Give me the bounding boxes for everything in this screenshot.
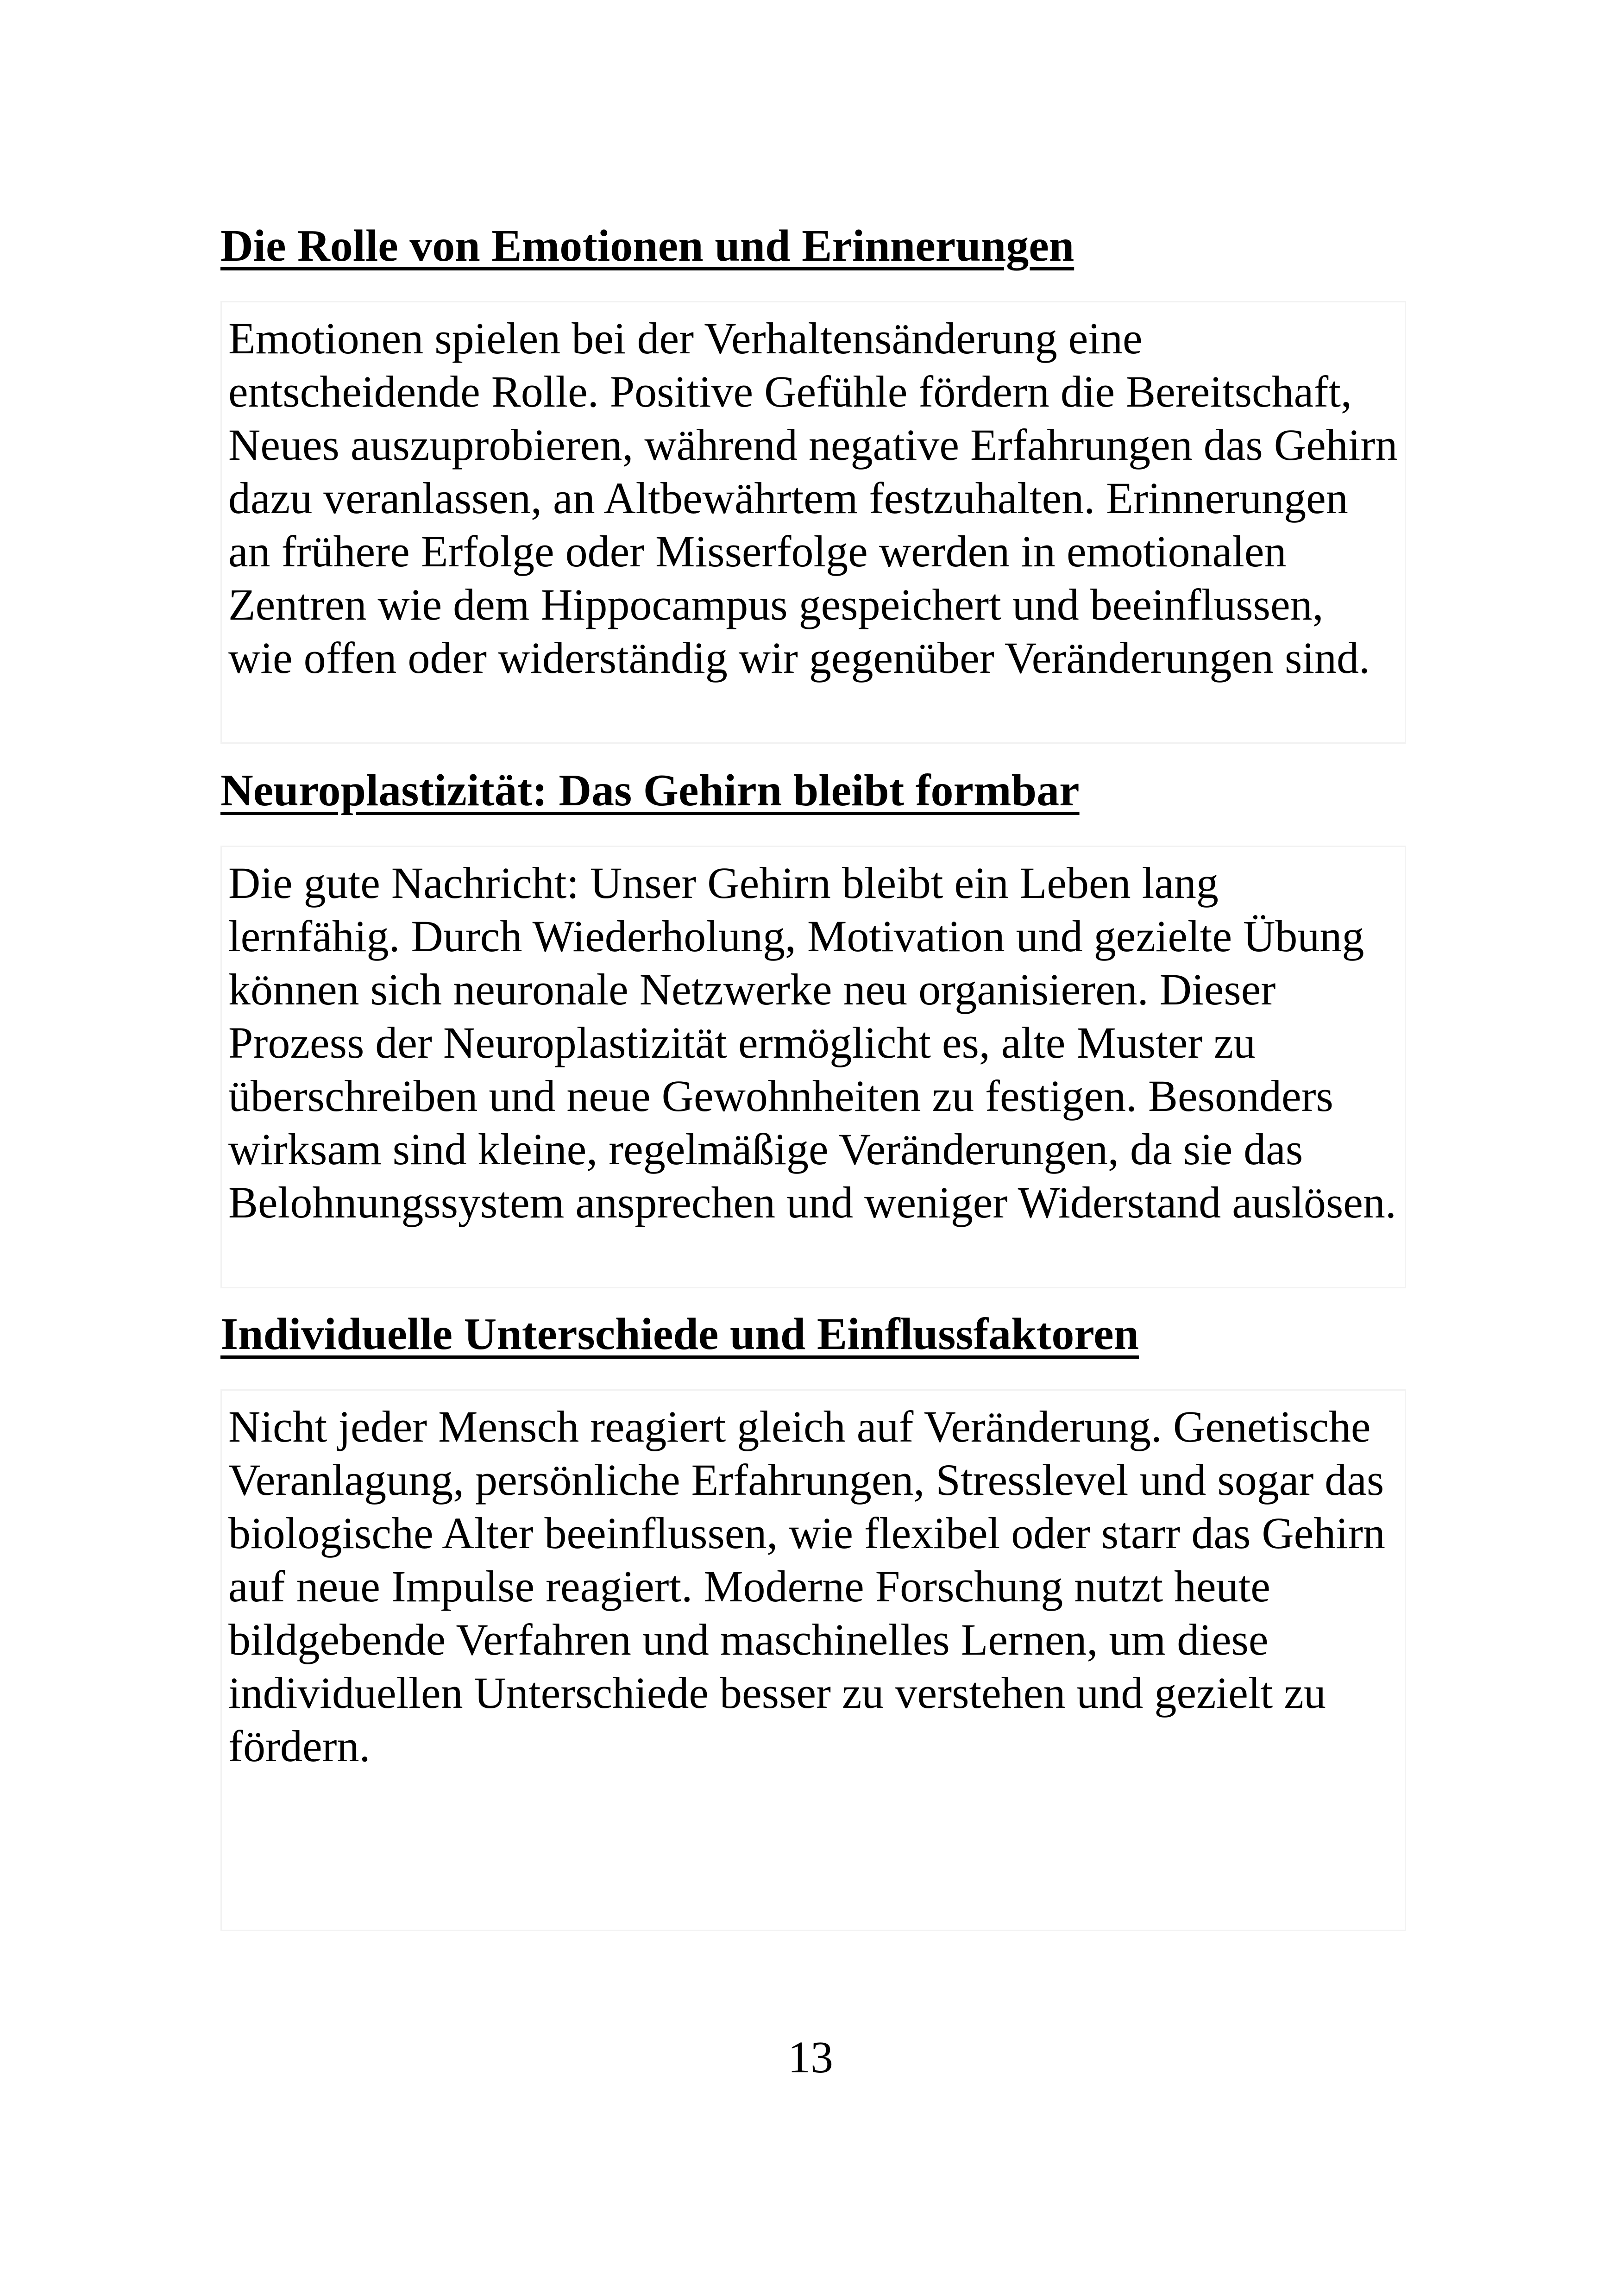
section-text-box-emotions	[220, 301, 1406, 744]
section-heading-neuroplasticity: Neuroplastizität: Das Gehirn bleibt formbar	[220, 765, 1080, 816]
section-heading-emotions: Die Rolle von Emotionen und Erinnerungen	[220, 221, 1074, 271]
section-heading-individual-differences: Individuelle Unterschiede und Einflussfaktoren	[220, 1309, 1139, 1359]
section-text-box-individual-differences	[220, 1389, 1406, 1931]
page-number: 13	[788, 2033, 833, 2083]
section-paragraph-neuroplasticity: Die gute Nachricht: Unser Gehirn bleibt ein Leben lang lernfähig. Durch Wiederholung, Motivation und gezielte Übung können sich neuronale Netzwerke neu organisieren. Dieser Prozess der Neuroplastizität ermöglicht es, alte Muster zu überschreiben und neue Gewohnheiten zu festigen. Besonders wirksam sind kleine, regelmäßige Veränderungen, da sie das Belohnungssystem ansprechen und weniger Widerstand auslösen.	[228, 858, 1396, 1227]
section-text-box-neuroplasticity	[220, 846, 1406, 1288]
section-paragraph-individual-differences: Nicht jeder Mensch reagiert gleich auf Veränderung. Genetische Veranlagung, persönliche Erfahrungen, Stresslevel und sogar das biologische Alter beeinflussen, wie flexibel oder starr das Gehirn auf neue Impulse reagiert. Moderne Forschung nutzt heute bildgebende Verfahren und maschinelles Lernen, um diese individuellen Unterschiede besser zu verstehen und gezielt zu fördern.	[228, 1402, 1385, 1771]
section-paragraph-emotions: Emotionen spielen bei der Verhaltensänderung eine entscheidende Rolle. Positive Gefühle fördern die Bereitschaft, Neues auszuprobieren, während negative Erfahrungen das Gehirn dazu veranlassen, an Altbewährtem festzuhalten. Erinnerungen an frühere Erfolge oder Misserfolge werden in emotionalen Zentren wie dem Hippocampus gespeichert und beeinflussen, wie offen oder widerständig wir gegenüber Veränderungen sind.	[228, 314, 1398, 683]
